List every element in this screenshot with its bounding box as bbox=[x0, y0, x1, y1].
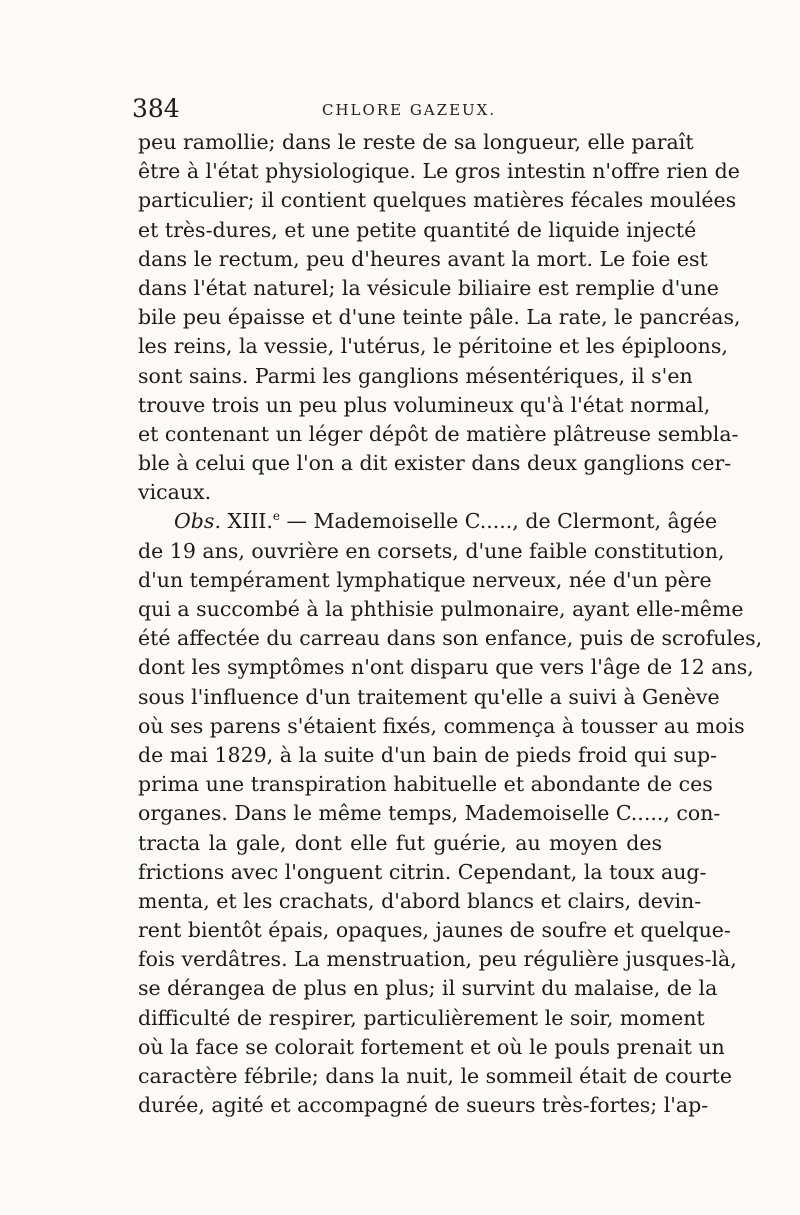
obs-first-line-text: — Mademoiselle C....., de Clermont, âgée bbox=[280, 509, 718, 534]
text-line: sous l'influence d'un traitement qu'elle a suivi à Genève bbox=[138, 684, 720, 709]
text-line: tracta la gale, dont elle fut guérie, au moyen des bbox=[138, 830, 662, 855]
obs-label: Obs. bbox=[174, 509, 221, 534]
text-line: frictions avec l'onguent citrin. Cependant, la toux aug- bbox=[138, 859, 707, 884]
text-line: d'un tempérament lymphatique nerveux, née d'un père bbox=[138, 567, 712, 592]
text-line: été affectée du carreau dans son enfance, puis de scrofules, bbox=[138, 626, 763, 651]
running-title: CHLORE GAZEUX. bbox=[322, 101, 497, 119]
text-line: et contenant un léger dépôt de matière plâtreuse sembla- bbox=[138, 421, 739, 446]
text-line: de mai 1829, à la suite d'un bain de pieds froid qui sup- bbox=[138, 742, 718, 767]
text-line: sont sains. Parmi les ganglions mésentériques, il s'en bbox=[138, 363, 693, 388]
page-header bbox=[132, 94, 662, 124]
text-line: bile peu épaisse et d'une teinte pâle. La rate, le pancréas, bbox=[138, 305, 741, 330]
obs-superscript: e bbox=[272, 509, 281, 524]
text-line: durée, agité et accompagné de sueurs très-fortes; l'ap- bbox=[138, 1093, 709, 1118]
text-line: et très-dures, et une petite quantité de liquide injecté bbox=[138, 217, 697, 242]
text-line: les reins, la vessie, l'utérus, le péritoine et les épiploons, bbox=[138, 334, 728, 359]
observation-heading-line bbox=[138, 507, 718, 536]
text-line: peu ramollie; dans le reste de sa longueur, elle paraît bbox=[138, 130, 694, 154]
text-line: ble à celui que l'on a dit exister dans deux ganglions cer- bbox=[138, 451, 732, 476]
text-line: dans l'état naturel; la vésicule biliaire est remplie d'une bbox=[138, 275, 719, 300]
text-line: difficulté de respirer, particulièrement le soir, moment bbox=[138, 1005, 705, 1030]
text-line: particulier; il contient quelques matières fécales moulées bbox=[138, 188, 737, 213]
text-line: caractère fébrile; dans la nuit, le sommeil était de courte bbox=[138, 1064, 733, 1088]
text-line: fois verdâtres. La menstruation, peu régulière jusques-là, bbox=[138, 947, 737, 972]
text-line: être à l'état physiologique. Le gros intestin n'offre rien de bbox=[138, 159, 740, 184]
text-line: prima une transpiration habituelle et abondante de ces bbox=[138, 772, 713, 797]
text-line: où la face se colorait fortement et où le pouls prenait un bbox=[138, 1034, 725, 1059]
text-line: trouve trois un peu plus volumineux qu'à l'état normal, bbox=[138, 392, 711, 417]
text-line: où ses parens s'étaient fixés, commença à tousser au mois bbox=[138, 713, 745, 738]
body-text bbox=[138, 128, 763, 1120]
page-number: 384 bbox=[132, 94, 180, 123]
text-line: rent bientôt épais, opaques, jaunes de soufre et quelque- bbox=[138, 918, 731, 943]
text-line: qui a succombé à la phthisie pulmonaire, ayant elle-même bbox=[138, 597, 744, 621]
text-line: vicaux. bbox=[138, 480, 212, 505]
text-line: de 19 ans, ouvrière en corsets, d'une faible constitution, bbox=[138, 538, 725, 563]
text-line: menta, et les crachats, d'abord blancs et clairs, devin- bbox=[138, 888, 702, 913]
text-line: se dérangea de plus en plus; il survint du malaise, de la bbox=[138, 976, 718, 1001]
text-line: organes. Dans le même temps, Mademoiselle C....., con- bbox=[138, 801, 721, 826]
text-line: dans le rectum, peu d'heures avant la mort. Le foie est bbox=[138, 246, 708, 271]
text-line: dont les symptômes n'ont disparu que vers l'âge de 12 ans, bbox=[138, 655, 754, 680]
obs-number: XIII. bbox=[227, 509, 273, 534]
